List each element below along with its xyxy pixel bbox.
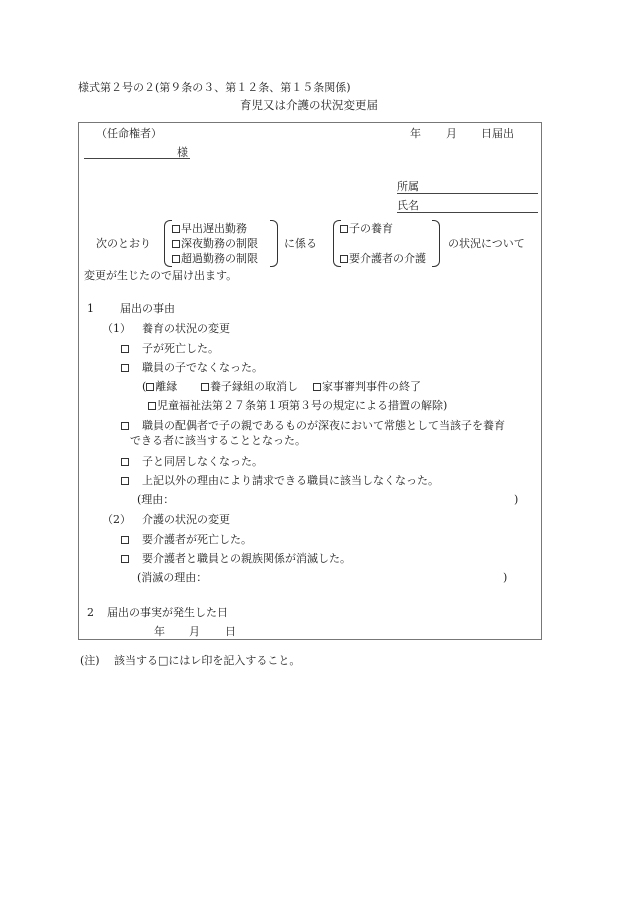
checkbox-icon[interactable] [313, 383, 321, 391]
statement-closing: 変更が生じたので届け出ます。 [84, 269, 238, 282]
item-other-reason[interactable]: 上記以外の理由により請求できる職員に該当しなくなった。 [121, 475, 439, 486]
form-number: 様式第２号の２(第９条の３、第１２条、第１５条関係) [78, 81, 351, 94]
checkbox-icon[interactable] [121, 364, 129, 372]
item-dependent-died[interactable]: 要介護者が死亡した。 [121, 534, 252, 545]
left-bracket-icon [164, 220, 172, 267]
section1-title: 届出の事由 [120, 302, 175, 315]
checkbox-icon[interactable] [121, 536, 129, 544]
work-option-overtime[interactable]: 超過勤務の制限 [172, 253, 258, 264]
form-title: 育児又は介護の状況変更届 [240, 98, 378, 112]
occurrence-year-label: 年 [154, 625, 165, 638]
section2-number: 2 [87, 606, 94, 619]
section2-title: 届出の事実が発生した日 [107, 606, 228, 619]
reason-family-court[interactable]: 家事審判事件の終了 [313, 381, 421, 392]
honorific-label: 様 [177, 146, 188, 159]
item-relation-ended[interactable]: 要介護者と職員との親族関係が消滅した。 [121, 553, 351, 564]
reason-welfare-law[interactable]: 児童福祉法第２７条第１項第３号の規定による措置の解除) [148, 400, 447, 411]
item-spouse-can-care[interactable]: 職員の配偶者で子の親であるものが深夜において常態として当該子を養育 [121, 420, 505, 431]
item-not-cohabiting[interactable]: 子と同居しなくなった。 [121, 456, 263, 467]
reason-input[interactable] [180, 492, 510, 506]
checkbox-icon[interactable] [121, 555, 129, 563]
extinction-reason-close: ) [503, 571, 508, 584]
reason-label: (理由： [137, 493, 175, 506]
filed-day-label: 日届出 [481, 127, 514, 140]
right-bracket-icon [270, 220, 278, 267]
extinction-reason-input[interactable] [208, 570, 498, 584]
checkbox-icon[interactable] [121, 345, 129, 353]
sub1-number: （1） [102, 322, 131, 335]
extinction-reason-label: (消滅の理由： [137, 571, 208, 584]
checkbox-icon[interactable] [172, 225, 180, 233]
item-child-died[interactable]: 子が死亡した。 [121, 343, 219, 354]
statement-suffix: の状況について [448, 237, 525, 250]
right-bracket-icon [432, 220, 440, 267]
note-text: 該当する□にはレ印を記入すること。 [114, 654, 301, 667]
filed-month-label: 月 [446, 127, 457, 140]
affiliation-label: 所属 [397, 180, 419, 193]
section1-number: 1 [87, 302, 94, 315]
item-spouse-line2: できる者に該当することとなった。 [130, 434, 306, 447]
appointer-label: （任命権者） [96, 127, 162, 140]
checkbox-icon[interactable] [121, 422, 129, 430]
occurrence-day-label: 日 [225, 625, 236, 638]
sub2-title: 介護の状況の変更 [142, 513, 230, 526]
reason-close: ) [514, 493, 519, 506]
note-label: (注) [80, 654, 100, 667]
checkbox-icon[interactable] [340, 255, 348, 263]
checkbox-icon[interactable] [146, 383, 154, 391]
checkbox-icon[interactable] [340, 225, 348, 233]
sub1-title: 養育の状況の変更 [142, 322, 230, 335]
statement-prefix: 次のとおり [96, 237, 151, 250]
care-option-nursing[interactable]: 要介護者の介護 [340, 253, 426, 264]
checkbox-icon[interactable] [172, 240, 180, 248]
checkbox-icon[interactable] [201, 383, 209, 391]
reason-dissolution[interactable]: ( 離縁 [142, 380, 178, 393]
reason-adoption-cancel[interactable]: 養子縁組の取消し [201, 381, 298, 392]
filed-year-label: 年 [410, 127, 421, 140]
checkbox-icon[interactable] [121, 458, 129, 466]
statement-connector: に係る [284, 237, 317, 250]
work-option-early-late[interactable]: 早出遅出勤務 [172, 223, 247, 234]
occurrence-month-label: 月 [189, 625, 200, 638]
checkbox-icon[interactable] [148, 402, 156, 410]
checkbox-icon[interactable] [121, 477, 129, 485]
work-option-night[interactable]: 深夜勤務の制限 [172, 238, 258, 249]
name-label: 氏名 [397, 199, 419, 212]
appointer-name-field[interactable] [84, 146, 190, 159]
care-option-child[interactable]: 子の養育 [340, 223, 393, 234]
checkbox-icon[interactable] [172, 255, 180, 263]
sub2-number: （2） [102, 513, 131, 526]
item-no-longer-child[interactable]: 職員の子でなくなった。 [121, 362, 263, 373]
